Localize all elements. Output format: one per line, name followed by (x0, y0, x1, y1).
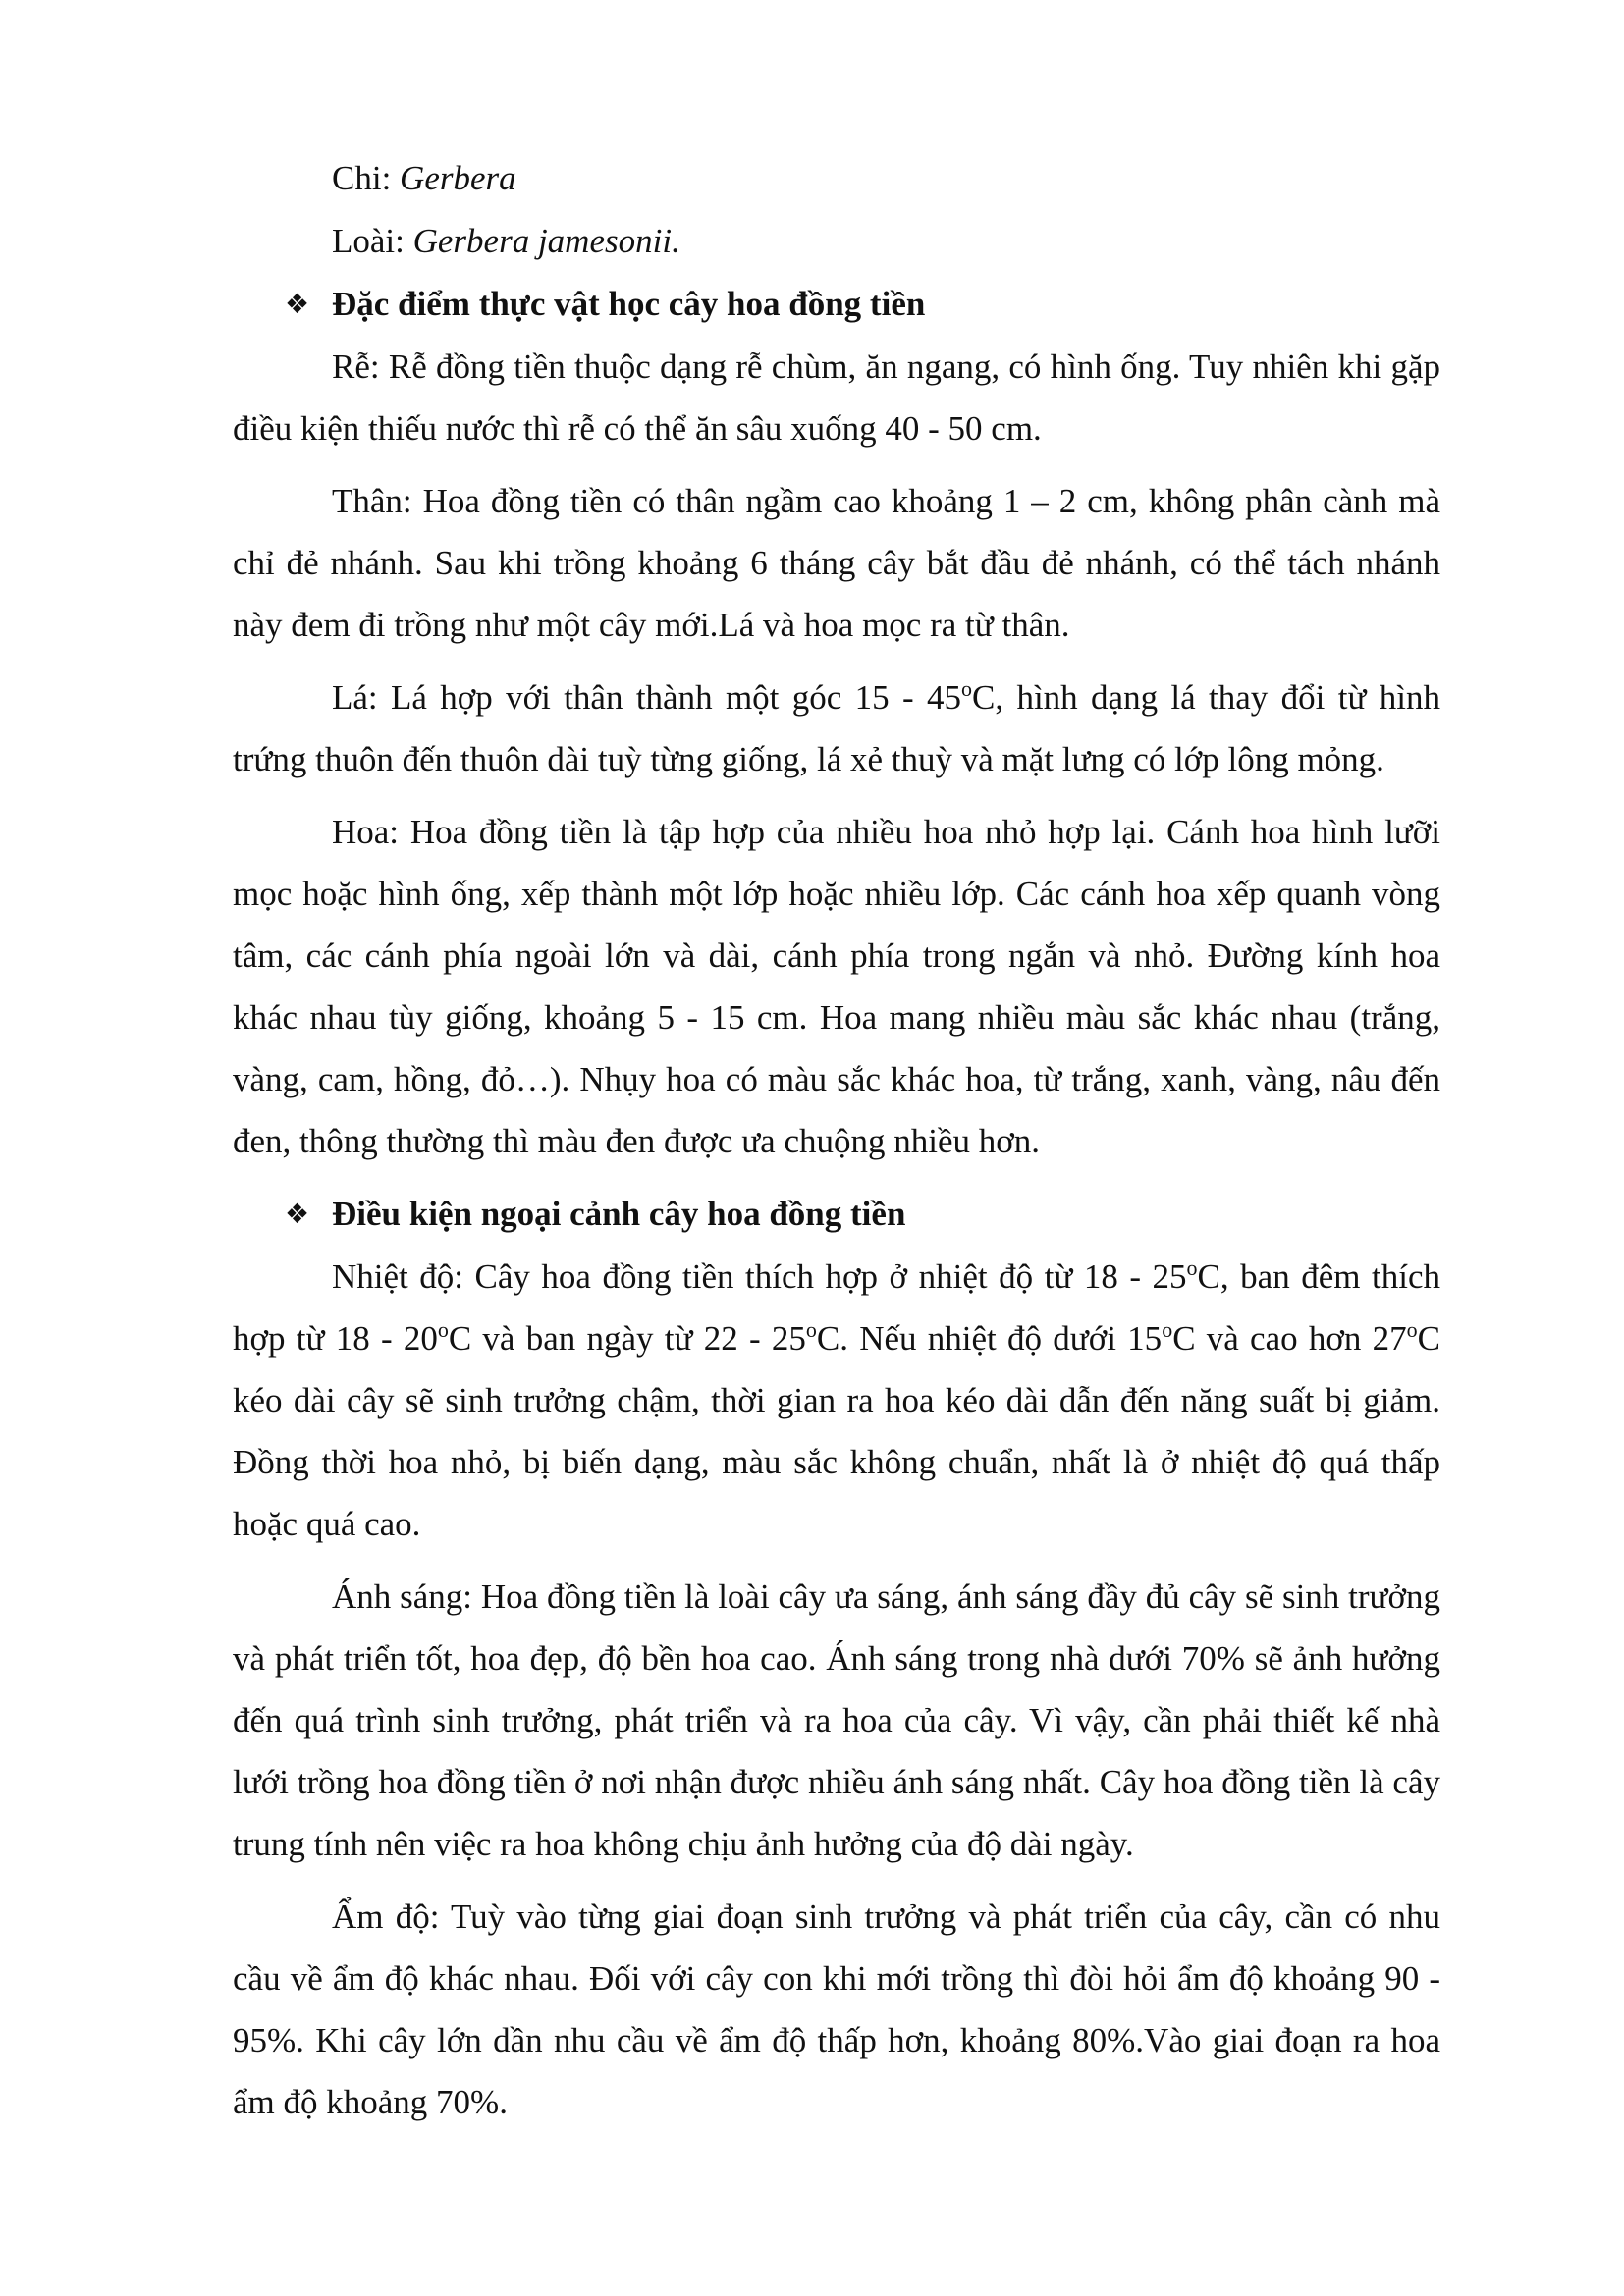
section-heading-botany (233, 273, 1440, 336)
paragraph-roots: Rễ: Rễ đồng tiền thuộc dạng rễ chùm, ăn ngang, có hình ống. Tuy nhiên khi gặp điều kiện thiếu nước thì rễ có thể ăn sâu xuống 40 - 50 cm. (233, 347, 1440, 448)
degree-sup: o (1186, 1255, 1198, 1280)
paragraph-stem: Thân: Hoa đồng tiền có thân ngầm cao khoảng 1 – 2 cm, không phân cành mà chỉ đẻ nhánh. Sau khi trồng khoảng 6 tháng cây bắt đầu đẻ nhánh, có thể tách nhánh này đem đi trồng như một cây mới.Lá và hoa mọc ra từ thân. (233, 482, 1440, 644)
page-content (233, 147, 1440, 2133)
paragraph-temperature (233, 1246, 1440, 1555)
degree-sup: o (805, 1317, 817, 1342)
heading-text: Điều kiện ngoại cảnh cây hoa đồng tiền (332, 1195, 906, 1233)
section-heading-conditions (233, 1183, 1440, 1246)
paragraph-humidity: Ẩm độ: Tuỳ vào từng giai đoạn sinh trưởng và phát triển của cây, cần có nhu cầu về ẩm độ khác nhau. Đối với cây con khi mới trồng thì đòi hỏi ẩm độ khoảng 90 - 95%. Khi cây lớn dần nhu cầu về ẩm độ thấp hơn, khoảng 80%.Vào giai đoạn ra hoa ẩm độ khoảng 70%. (233, 1897, 1440, 2121)
diamond-bullet-icon: ❖ (285, 288, 310, 320)
heading-text: Đặc điểm thực vật học cây hoa đồng tiền (332, 285, 926, 323)
temp-text-1: Nhiệt độ: Cây hoa đồng tiền thích hợp ở nhiệt độ từ 18 - 25 (332, 1257, 1187, 1296)
species-line (233, 210, 1440, 273)
paragraph-light: Ánh sáng: Hoa đồng tiền là loài cây ưa sáng, ánh sáng đầy đủ cây sẽ sinh trưởng và phát triển tốt, hoa đẹp, độ bền hoa cao. Ánh sáng trong nhà dưới 70% sẽ ảnh hưởng đến quá trình sinh trưởng, phát triển và ra hoa của cây. Vì vậy, cần phải thiết kế nhà lưới trồng hoa đồng tiền ở nơi nhận được nhiều ánh sáng nhất. Cây hoa đồng tiền là cây trung tính nên việc ra hoa không chịu ảnh hưởng của độ dài ngày. (233, 1577, 1440, 1863)
degree-sup: o (437, 1317, 449, 1342)
degree-sup: o (961, 676, 972, 701)
temp-text-6: C kéo dài cây sẽ sinh trưởng chậm, thời gian ra hoa kéo dài dẫn đến năng suất bị giảm. Đồng thời hoa nhỏ, bị biến dạng, màu sắc không chuẩn, nhất là ở nhiệt độ quá thấp hoặc quá cao. (233, 1319, 1440, 1543)
species-value: Gerbera jamesonii. (412, 222, 680, 260)
temp-text-4: C. Nếu nhiệt độ dưới 15 (816, 1319, 1163, 1358)
genus-line (233, 147, 1440, 210)
temp-text-5: C và cao hơn 27 (1172, 1319, 1407, 1358)
temp-text-2: C, ban đêm thích hợp từ 18 - 20 (233, 1257, 1440, 1358)
degree-sup: o (1406, 1317, 1418, 1342)
genus-label: Chi: (332, 159, 401, 197)
paragraph-leaf (233, 667, 1440, 790)
species-label: Loài: (332, 222, 413, 260)
leaf-text-2: C, hình dạng lá thay đổi từ hình trứng thuôn đến thuôn dài tuỳ từng giống, lá xẻ thuỳ và mặt lưng có lớp lông mỏng. (233, 678, 1440, 778)
diamond-bullet-icon: ❖ (285, 1198, 310, 1230)
paragraph-flower: Hoa: Hoa đồng tiền là tập hợp của nhiều hoa nhỏ hợp lại. Cánh hoa hình lưỡi mọc hoặc hình ống, xếp thành một lớp hoặc nhiều lớp. Các cánh hoa xếp quanh vòng tâm, các cánh phía ngoài lớn và dài, cánh phía trong ngắn và nhỏ. Đường kính hoa khác nhau tùy giống, khoảng 5 - 15 cm. Hoa mang nhiều màu sắc khác nhau (trắng, vàng, cam, hồng, đỏ…). Nhụy hoa có màu sắc khác hoa, từ trắng, xanh, vàng, nâu đến đen, thông thường thì màu đen được ưa chuộng nhiều hơn. (233, 813, 1440, 1160)
temp-text-3: C và ban ngày từ 22 - 25 (448, 1319, 806, 1358)
leaf-text-1: Lá: Lá hợp với thân thành một góc 15 - 45 (332, 678, 961, 717)
genus-value: Gerbera (400, 159, 516, 197)
degree-sup: o (1162, 1317, 1173, 1342)
